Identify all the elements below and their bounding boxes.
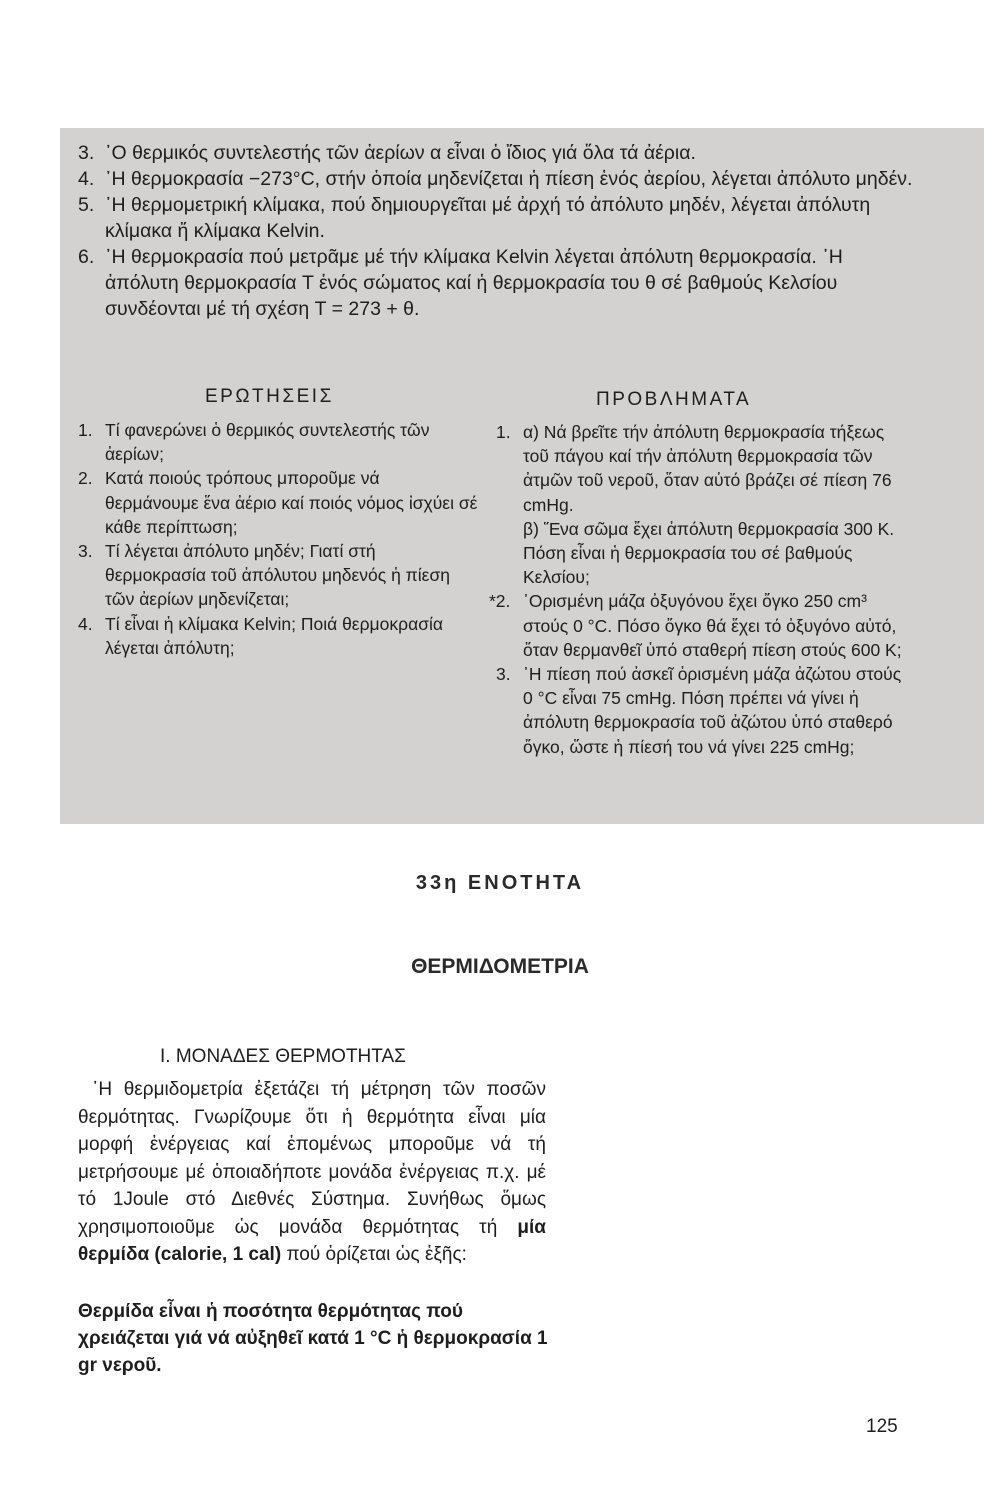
item-text: ᾽Ο θερμικός συντελεστής τῶν ἀερίων α εἶναι ὁ ἴδιος γιά ὅλα τά ἀέρια. [105, 142, 696, 164]
problems-heading: ΠΡΟΒΛΗΜΑΤΑ [596, 389, 752, 410]
item-text: Κατά ποιούς τρόπους μποροῦμε νά θερμάνουμε ἕνα ἀέριο καί ποιός νόμος ἰσχύει σέ κάθε περίπτωση; [105, 468, 478, 537]
question-item [78, 418, 478, 466]
summary-item [78, 244, 918, 322]
question-item [78, 539, 478, 612]
item-number: 6. [78, 246, 95, 268]
summary-list [78, 140, 918, 322]
item-number: 3. [78, 142, 95, 164]
unit-title: 33η ΕΝΟΤΗΤΑ [415, 872, 585, 894]
questions-list [78, 418, 478, 660]
item-number: 3. [496, 664, 511, 685]
item-number: 3. [78, 541, 93, 562]
intro-text: ᾽Η θερμιδομετρία ἐξετάζει τή μέτρηση τῶν ποσῶν θερμότητας. Γνωρίζουμε ὅτι ἡ θερμότητα εἶναι μία μορφή ἐνέργειας καί ἑπομένως μποροῦμε νά τή μετρήσουμε μέ ὁποιαδήποτε μονάδα ἐνέργειας π.χ. μέ τό 1Joule στό Διεθνές Σύστημα. Συνήθως ὅμως χρησιμοποιοῦμε ὡς μονάδα θερμότητας τή [78, 1079, 546, 1238]
question-item [78, 612, 478, 660]
summary-item [78, 166, 918, 192]
item-text: ᾽Η θερμομετρική κλίμακα, πού δημιουργεῖται μέ ἀρχή τό ἀπόλυτο μηδέν, λέγεται ἀπόλυτη κλίμακα ἤ κλίμακα Kelvin. [105, 194, 871, 242]
definition-paragraph: Θερμίδα εἶναι ἡ ποσότητα θερμότητας πού χρειάζεται γιά νά αὐξηθεῖ κατά 1 °C ἡ θερμοκρασία 1 gr νεροῦ. [78, 1301, 548, 1376]
summary-item [78, 192, 918, 244]
item-text: ᾽Η θερμοκρασία −273°C, στήν ὁποία μηδενίζεται ἡ πίεση ἑνός ἀερίου, λέγεται ἀπόλυτο μηδέν. [105, 168, 913, 190]
intro-tail: πού ὁρίζεται ὡς ἑξῆς: [286, 1244, 467, 1265]
item-text: Τί εἶναι ἡ κλίμακα Kelvin; Ποιά θερμοκρασία λέγεται ἀπόλυτη; [105, 613, 444, 658]
question-item [78, 466, 478, 539]
item-number: 2. [78, 468, 93, 489]
item-text: ᾽Ορισμένη μάζα ὀξυγόνου ἔχει ὄγκο 250 cm³ στούς 0 °C. Πόσο ὄγκο θά ἔχει τό ὀξυγόνο αὐτό, ὅταν θερμανθεῖ ὑπό σταθερή πίεση στούς 600 K; [523, 591, 902, 660]
item-number: 5. [78, 194, 95, 216]
intro-bold-term: μία θερμίδα (calorie, 1 cal) [78, 1216, 546, 1265]
item-text: Τί λέγεται ἀπόλυτο μηδέν; Γιατί στή θερμοκρασία τοῦ ἀπόλυτου μηδενός ἡ πίεση τῶν ἀερίων μηδενίζεται; [105, 541, 450, 610]
problem-part-b: β) Ἕνα σῶμα ἔχει ἀπόλυτη θερμοκρασία 300 K. Πόση εἶναι ἡ θερμοκρασία του σέ βαθμούς Κελσίου; [523, 518, 895, 588]
page-number: 125 [866, 1416, 898, 1437]
problems-list [489, 420, 906, 759]
section-title: Ι. ΜΟΝΑΔΕΣ ΘΕΡΜΟΤΗΤΑΣ [160, 1046, 406, 1067]
item-number: 4. [78, 613, 93, 634]
problem-item [489, 589, 906, 662]
problem-item [496, 420, 906, 589]
item-text: Τί φανερώνει ὁ θερμικός συντελεστής τῶν ἀερίων; [105, 420, 430, 465]
item-text: ᾽Η θερμοκρασία πού μετρᾶμε μέ τήν κλίμακα Kelvin λέγεται ἀπόλυτη θερμοκρασία. ᾽Η ἀπόλυτη θερμοκρασία T ἑνός σώματος καί ἡ θερμοκρασία του θ σέ βαθμούς Κελσίου συνδέονται μέ τή σχέση T = 273 + θ. [105, 246, 843, 320]
item-text: ᾽Η πίεση πού ἀσκεῖ ὁρισμένη μάζα ἀζώτου στούς 0 °C εἶναι 75 cmHg. Πόση πρέπει νά γίνει ἡ ἀπόλυτη θερμοκρασία τοῦ ἀζώτου ὑπό σταθερό ὄγκο, ὥστε ἡ πίεσή του νά γίνει 225 cmHg; [523, 664, 902, 757]
item-number: 1. [496, 422, 511, 442]
summary-item [78, 140, 918, 166]
chapter-title: ΘΕΡΜΙΔΟΜΕΤΡΙΑ [411, 955, 589, 978]
questions-heading: ΕΡΩΤΗΣΕΙΣ [205, 386, 334, 407]
item-number: 4. [78, 168, 95, 190]
problem-item [496, 662, 906, 759]
problem-part-a: α) Νά βρεῖτε τήν ἀπόλυτη θερμοκρασία τήξεως τοῦ πάγου καί τήν ἀπόλυτη θερμοκρασία τῶν ἀτμῶν τοῦ νεροῦ, ὅταν αὐτό βράζει σέ πίεση 76 cmHg. [523, 422, 892, 515]
item-number: 1. [78, 420, 93, 440]
item-number: *2. [489, 591, 511, 612]
intro-paragraph [78, 1076, 546, 1269]
